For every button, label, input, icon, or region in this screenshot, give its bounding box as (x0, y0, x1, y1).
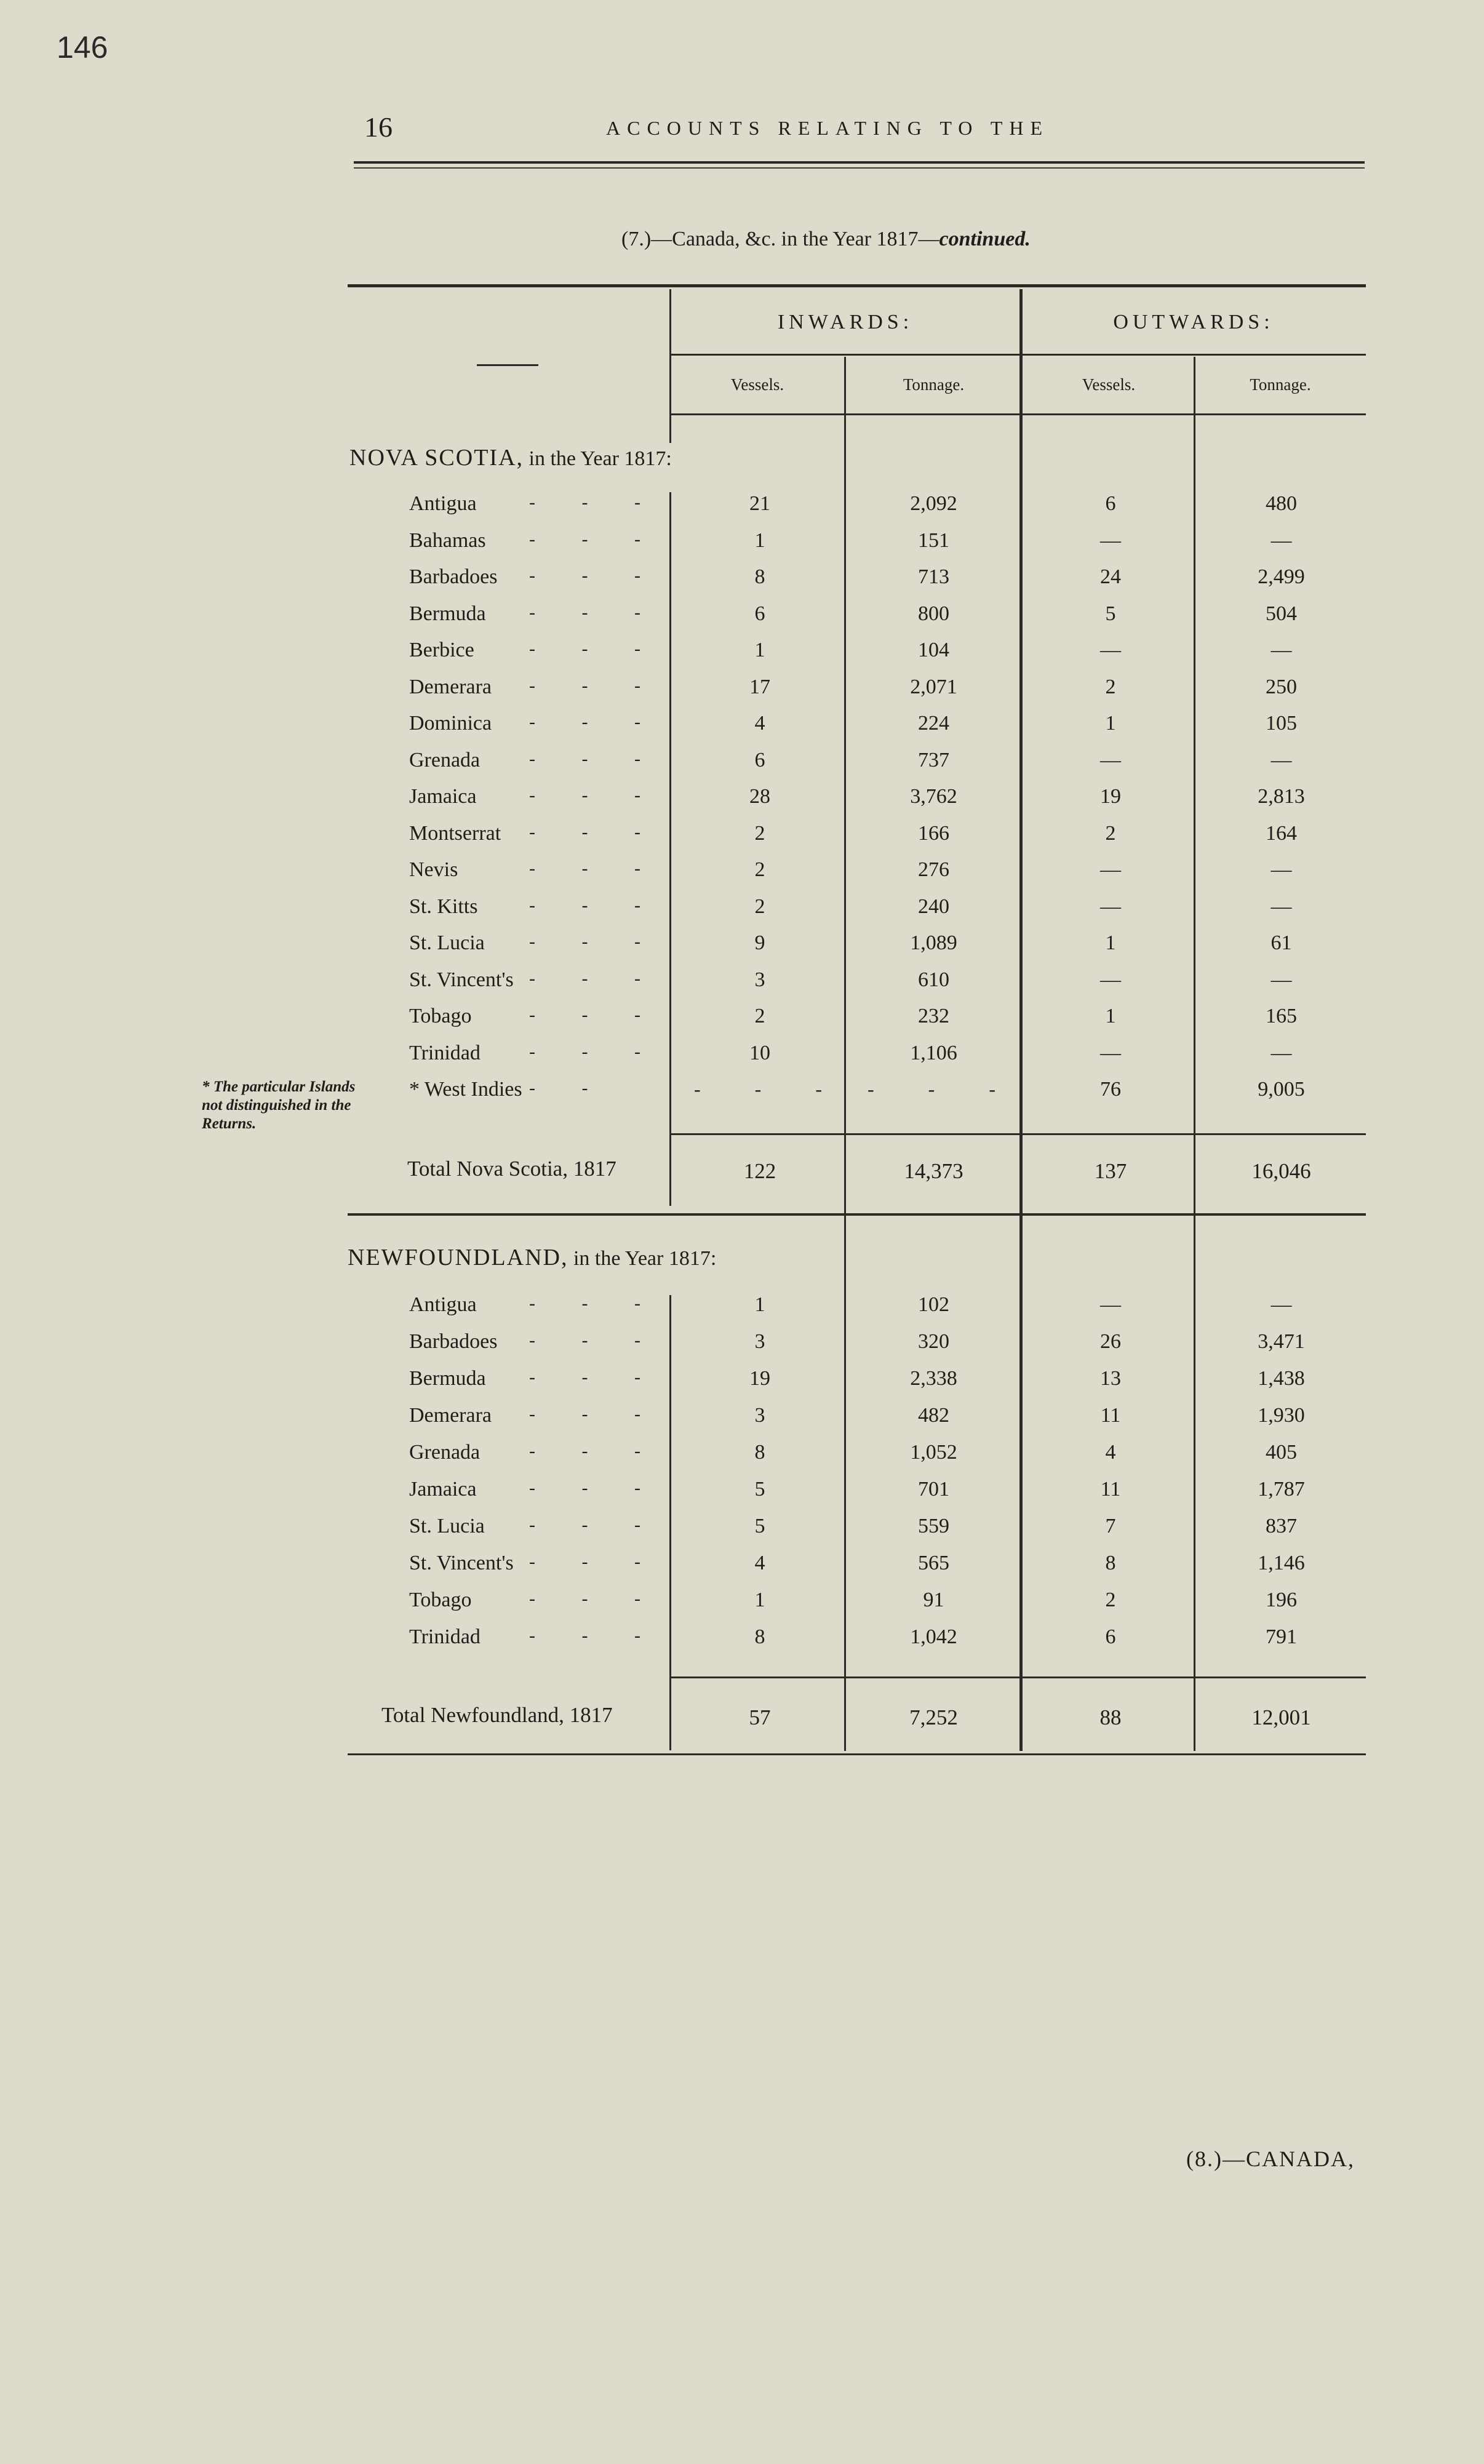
outwards-tonnage: 250 (1266, 675, 1297, 698)
inwards-vessels: 6 (754, 748, 765, 771)
row-leader: - - - (529, 528, 661, 549)
outwards-tonnage: — (1271, 1041, 1292, 1064)
inwards-tonnage: 565 (918, 1552, 949, 1574)
inwards-vessels: 3 (754, 1404, 765, 1427)
table-row (0, 1515, 1484, 1550)
outwards-tonnage: 2,499 (1258, 565, 1305, 588)
outwards-vessels: — (1100, 858, 1121, 881)
inwards-header: INWARDS: (777, 311, 914, 333)
inwards-tonnage: 559 (918, 1515, 949, 1537)
row-leader: - - - (529, 565, 661, 586)
row-leader: - - - (529, 1005, 661, 1025)
inwards-tonnage: 1,042 (910, 1625, 957, 1648)
outwards-tonnage: 61 (1271, 931, 1292, 954)
inwards-vessels: 2 (754, 1005, 765, 1027)
inwards-vessels: 3 (754, 968, 765, 991)
table-row (0, 1330, 1484, 1366)
outwards-vessels: 1 (1105, 931, 1116, 954)
row-name: St. Lucia (409, 1515, 485, 1537)
row-leader: - - - (529, 858, 661, 879)
total-ns-outwards-tonnage: 16,046 (1251, 1159, 1311, 1183)
row-leader: - - - (529, 821, 661, 842)
row-leader: - - - (529, 1478, 661, 1498)
outwards-vessels: 5 (1105, 602, 1116, 625)
total-label-newfoundland: Total Newfoundland, 1817 (381, 1703, 613, 1727)
row-leader: - - - (529, 1041, 661, 1062)
inwards-tonnage: 2,338 (910, 1367, 957, 1390)
table-row (0, 602, 1484, 638)
inwards-tonnage: 2,071 (910, 675, 957, 698)
row-name: Antigua (409, 1293, 477, 1316)
table-row (0, 822, 1484, 858)
row-name: St. Lucia (409, 931, 485, 954)
inwards-vessels: 1 (754, 1589, 765, 1611)
inwards-vessels: 28 (749, 785, 770, 808)
inwards-tonnage: 610 (918, 968, 949, 991)
row-name: St. Vincent's (409, 1552, 514, 1574)
row-leader: - - - (529, 1589, 661, 1609)
row-leader: - - - (529, 492, 661, 512)
table-caption: (7.)—Canada, &c. in the Year 1817—continued. (621, 228, 1031, 250)
outwards-vessels: — (1100, 748, 1121, 771)
inwards-tonnage: 102 (918, 1293, 949, 1316)
catchword: (8.)—CANADA, (1186, 2147, 1355, 2171)
table-row (0, 529, 1484, 565)
outwards-tonnage: 504 (1266, 602, 1297, 625)
total-nf-outwards-tonnage: 12,001 (1251, 1705, 1311, 1729)
row-leader: - - - (529, 1293, 661, 1314)
table-row (0, 1042, 1484, 1077)
outwards-tonnage: 1,787 (1258, 1478, 1305, 1501)
outwards-vessels: 1 (1105, 1005, 1116, 1027)
total-label-nova-scotia: Total Nova Scotia, 1817 (407, 1157, 616, 1181)
inwards-vessels: 1 (754, 528, 765, 552)
inwards-vessels: 6 (754, 602, 765, 625)
inwards-tonnage: 224 (918, 712, 949, 735)
inwards-tonnage-dashes: - - - (868, 1078, 1020, 1100)
row-leader: - - - (529, 1367, 661, 1387)
table-row (0, 1005, 1484, 1040)
outwards-vessels: 2 (1105, 675, 1116, 698)
table-row (0, 639, 1484, 674)
total-nf-inwards-tonnage: 7,252 (909, 1705, 958, 1729)
row-leader: - - - (529, 1625, 661, 1646)
row-leader: - - - (529, 1441, 661, 1461)
table-row (0, 931, 1484, 967)
row-name: Antigua (409, 492, 477, 515)
inwards-vessels: 8 (754, 1625, 765, 1648)
row-name: Demerara (409, 1404, 492, 1427)
table-row (0, 1589, 1484, 1624)
outwards-vessels: 19 (1100, 785, 1121, 808)
outwards-tonnage: — (1271, 968, 1292, 991)
inwards-vessels: 1 (754, 639, 765, 661)
table-row (0, 1625, 1484, 1661)
outwards-tonnage: 405 (1266, 1441, 1297, 1464)
outwards-vessels: 8 (1105, 1552, 1116, 1574)
stub-dash (477, 364, 538, 366)
row-name: Bermuda (409, 602, 486, 625)
outwards-tonnage: 480 (1266, 492, 1297, 515)
inwards-vessels: 5 (754, 1515, 765, 1537)
inwards-vessels: 21 (749, 492, 770, 515)
section-title-newfoundland: NEWFOUNDLAND, in the Year 1817: (348, 1245, 717, 1270)
row-name: * West Indies (409, 1078, 522, 1101)
outwards-vessels: 2 (1105, 1589, 1116, 1611)
table-row (0, 1478, 1484, 1513)
table-row (0, 1404, 1484, 1440)
inwards-tonnage: 91 (923, 1589, 944, 1611)
outwards-vessels: — (1100, 639, 1121, 661)
outwards-tonnage: — (1271, 528, 1292, 552)
inwards-vessels: 8 (754, 565, 765, 588)
outwards-vessels: 4 (1105, 1441, 1116, 1464)
row-name: Trinidad (409, 1625, 481, 1648)
table-row (0, 492, 1484, 528)
inwards-tonnage: 3,762 (910, 785, 957, 808)
row-leader: - - - (529, 712, 661, 732)
row-leader: - - - (529, 1552, 661, 1572)
outwards-tonnage: 1,438 (1258, 1367, 1305, 1390)
outwards-tonnage: 164 (1266, 821, 1297, 845)
row-leader: - - - (529, 748, 661, 769)
row-leader: - - - (529, 1330, 661, 1350)
row-name: Grenada (409, 1441, 481, 1464)
outwards-tonnage: 791 (1266, 1625, 1297, 1648)
outwards-vessels: 6 (1105, 1625, 1116, 1648)
inwards-tonnage: 2,092 (910, 492, 957, 515)
row-leader: - - - (529, 639, 661, 659)
row-name: Nevis (409, 858, 458, 881)
outwards-tonnage: — (1271, 1293, 1292, 1316)
row-leader: - - (529, 1078, 609, 1098)
outwards-tonnage: 9,005 (1258, 1078, 1305, 1101)
table-row (0, 1293, 1484, 1329)
sub-vessels-in: Vessels. (730, 375, 784, 394)
inwards-vessels: 19 (749, 1367, 770, 1390)
scan-page-number: 146 (57, 30, 108, 65)
sub-tonnage-in: Tonnage. (903, 375, 965, 394)
row-name: Berbice (409, 639, 474, 661)
outwards-tonnage: 1,146 (1258, 1552, 1305, 1574)
inwards-tonnage: 276 (918, 858, 949, 881)
row-name: Bermuda (409, 1367, 486, 1390)
table-row (0, 565, 1484, 601)
outwards-tonnage: 165 (1266, 1005, 1297, 1027)
inwards-vessels-dashes: - - - (694, 1078, 847, 1100)
outwards-vessels: 6 (1105, 492, 1116, 515)
row-leader: - - - (529, 675, 661, 696)
table-row (0, 785, 1484, 821)
outwards-header: OUTWARDS: (1113, 311, 1274, 333)
table-row (0, 858, 1484, 894)
outwards-vessels: — (1100, 1293, 1121, 1316)
row-name: Jamaica (409, 785, 477, 808)
outwards-tonnage: 837 (1266, 1515, 1297, 1537)
row-leader: - - - (529, 785, 661, 805)
row-leader: - - - (529, 968, 661, 989)
inwards-vessels: 4 (754, 712, 765, 735)
inwards-tonnage: 151 (918, 528, 949, 552)
outwards-vessels: 11 (1100, 1404, 1121, 1427)
row-name: Tobago (409, 1005, 472, 1027)
table-row (0, 1552, 1484, 1587)
outwards-vessels: 7 (1105, 1515, 1116, 1537)
table-row (0, 749, 1484, 784)
outwards-tonnage: 3,471 (1258, 1330, 1305, 1353)
inwards-tonnage: 800 (918, 602, 949, 625)
row-leader: - - - (529, 602, 661, 623)
inwards-vessels: 4 (754, 1552, 765, 1574)
inwards-tonnage: 737 (918, 748, 949, 771)
sub-vessels-out: Vessels. (1082, 375, 1136, 394)
table-row (0, 712, 1484, 748)
outwards-vessels: 2 (1105, 821, 1116, 845)
inwards-vessels: 2 (754, 821, 765, 845)
outwards-vessels: 13 (1100, 1367, 1121, 1390)
row-name: Barbadoes (409, 1330, 498, 1353)
row-name: Trinidad (409, 1041, 481, 1064)
row-leader: - - - (529, 1404, 661, 1424)
row-leader: - - - (529, 1515, 661, 1535)
inwards-vessels: 8 (754, 1441, 765, 1464)
row-name: St. Vincent's (409, 968, 514, 991)
row-name: Jamaica (409, 1478, 477, 1501)
inwards-tonnage: 482 (918, 1404, 949, 1427)
total-nf-inwards-vessels: 57 (749, 1705, 771, 1729)
total-nf-outwards-vessels: 88 (1099, 1705, 1122, 1729)
section-title-nova-scotia: NOVA SCOTIA, in the Year 1817: (349, 445, 672, 471)
table-row (0, 676, 1484, 711)
inwards-vessels: 9 (754, 931, 765, 954)
running-head: ACCOUNTS RELATING TO THE (606, 117, 1050, 139)
inwards-tonnage: 713 (918, 565, 949, 588)
inwards-vessels: 2 (754, 858, 765, 881)
page-number: 16 (364, 111, 393, 143)
row-name: Montserrat (409, 821, 501, 845)
outwards-vessels: — (1100, 528, 1121, 552)
total-ns-outwards-vessels: 137 (1094, 1159, 1127, 1183)
row-name: Barbadoes (409, 565, 498, 588)
outwards-tonnage: 2,813 (1258, 785, 1305, 808)
outwards-tonnage: 1,930 (1258, 1404, 1305, 1427)
table-row (0, 1367, 1484, 1403)
side-note: * The particular Islands not distinguished in the Returns. (202, 1078, 356, 1132)
outwards-tonnage: — (1271, 639, 1292, 661)
outwards-vessels: 24 (1100, 565, 1121, 588)
outwards-tonnage: 196 (1266, 1589, 1297, 1611)
outwards-tonnage: 105 (1266, 712, 1297, 735)
inwards-vessels: 5 (754, 1478, 765, 1501)
row-name: St. Kitts (409, 895, 478, 918)
inwards-vessels: 10 (749, 1041, 770, 1064)
total-ns-inwards-vessels: 122 (743, 1159, 776, 1183)
row-name: Bahamas (409, 528, 486, 552)
inwards-tonnage: 1,052 (910, 1441, 957, 1464)
outwards-vessels: — (1100, 895, 1121, 918)
inwards-vessels: 17 (749, 675, 770, 698)
row-name: Tobago (409, 1589, 472, 1611)
inwards-tonnage: 232 (918, 1005, 949, 1027)
outwards-vessels: 11 (1100, 1478, 1121, 1501)
row-leader: - - - (529, 895, 661, 915)
row-name: Dominica (409, 712, 492, 735)
inwards-vessels: 2 (754, 895, 765, 918)
inwards-tonnage: 1,106 (910, 1041, 957, 1064)
inwards-vessels: 1 (754, 1293, 765, 1316)
header-rule-thick (354, 161, 1365, 164)
table-row (0, 1441, 1484, 1477)
outwards-tonnage: — (1271, 895, 1292, 918)
inwards-tonnage: 240 (918, 895, 949, 918)
inwards-vessels: 3 (754, 1330, 765, 1353)
sub-tonnage-out: Tonnage. (1250, 375, 1311, 394)
outwards-vessels: 76 (1100, 1078, 1121, 1101)
outwards-tonnage: — (1271, 748, 1292, 771)
outwards-vessels: 1 (1105, 712, 1116, 735)
outwards-vessels: — (1100, 968, 1121, 991)
inwards-tonnage: 104 (918, 639, 949, 661)
inwards-tonnage: 701 (918, 1478, 949, 1501)
outwards-vessels: — (1100, 1041, 1121, 1064)
table-row (0, 968, 1484, 1004)
total-ns-inwards-tonnage: 14,373 (904, 1159, 963, 1183)
row-name: Grenada (409, 748, 481, 771)
outwards-tonnage: — (1271, 858, 1292, 881)
header-rule-thin (354, 167, 1365, 169)
inwards-tonnage: 166 (918, 821, 949, 845)
outwards-vessels: 26 (1100, 1330, 1121, 1353)
row-name: Demerara (409, 675, 492, 698)
inwards-tonnage: 320 (918, 1330, 949, 1353)
inwards-tonnage: 1,089 (910, 931, 957, 954)
table-row (0, 895, 1484, 931)
row-leader: - - - (529, 931, 661, 952)
